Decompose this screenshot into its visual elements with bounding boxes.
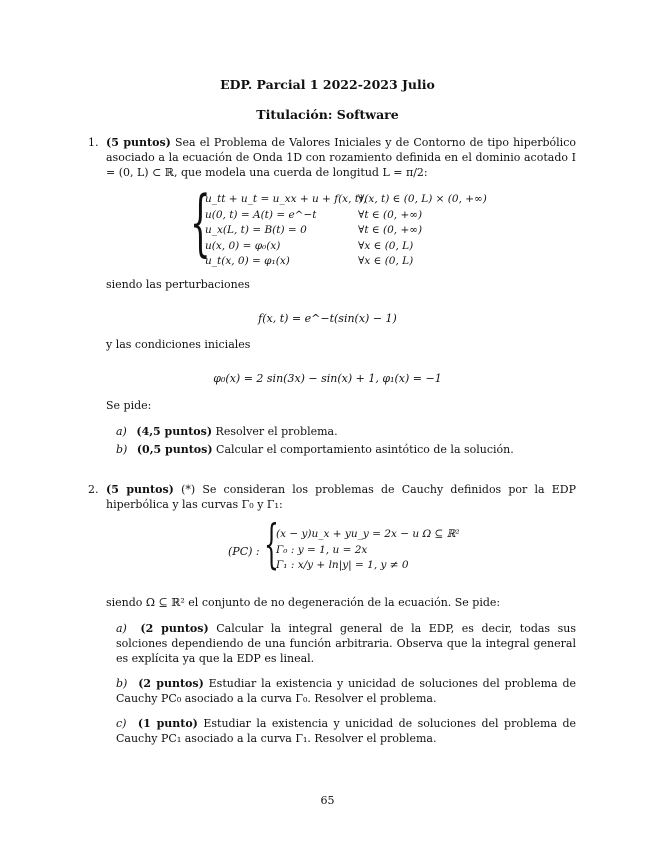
system-1	[205, 192, 505, 270]
item-label: b)	[116, 443, 128, 456]
system-1-cond: ∀x ∈ (0, L)	[358, 239, 414, 252]
system-1-eq: u_x(L, t) = B(t) = 0	[205, 224, 307, 236]
item-label: a)	[116, 425, 127, 438]
problem-2-item-a	[116, 621, 576, 666]
problem-1-points: (5 puntos)	[106, 136, 171, 149]
item-label: c)	[116, 717, 127, 730]
page-title: EDP. Parcial 1 2022-2023 Julio	[220, 77, 435, 92]
f-equation: f(x, t) = e^−t(sin(x) − 1)	[258, 312, 397, 325]
problem-2-text: (*) Se consideran los problemas de Cauchy definidos por la EDP hiperbólica y las curvas Γ₀ y Γ₁:	[106, 483, 576, 511]
omega-text: siendo Ω ⊆ ℝ² el conjunto de no degeneración de la ecuación. Se pide:	[106, 596, 501, 609]
system-1-row	[205, 254, 505, 270]
perturbations-label: siendo las perturbaciones	[106, 278, 250, 291]
system-1-row	[205, 208, 505, 224]
item-points: (0,5 puntos)	[136, 443, 213, 456]
item-points: (2 puntos)	[138, 677, 204, 690]
problem-2-item-c	[116, 716, 576, 746]
system-1-brace: {	[190, 180, 211, 264]
item-text: Calcular el comportamiento asintótico de la solución.	[216, 443, 514, 456]
problem-1-item-b	[116, 442, 514, 457]
item-text: Estudiar la existencia y unicidad de soluciones del problema de Cauchy PC₀ asociado a la curva Γ₀. Resolver el problema.	[116, 677, 576, 705]
item-points: (1 punto)	[137, 717, 198, 730]
problem-1-statement	[106, 135, 576, 180]
system-2-row: Γ₁ : x/y + ln|y| = 1, y ≠ 0	[276, 559, 409, 571]
item-label: b)	[116, 677, 128, 690]
system-1-eq: u_t(x, 0) = φ₁(x)	[205, 255, 290, 267]
problem-2-number: 2.	[88, 483, 99, 496]
system-2-brace: {	[264, 515, 279, 575]
problem-1-ask: Se pide:	[106, 399, 152, 412]
item-points: (4,5 puntos)	[136, 425, 213, 438]
problem-2-statement	[106, 482, 576, 512]
page-subtitle: Titulación: Software	[256, 107, 399, 122]
item-points: (2 puntos)	[140, 622, 209, 635]
system-1-row	[205, 223, 505, 239]
system-1-cond: ∀x ∈ (0, L)	[358, 255, 414, 267]
item-text: Resolver el problema.	[215, 425, 338, 438]
system-1-eq: u(0, t) = A(t) = e^−t	[205, 208, 317, 221]
problem-1-number: 1.	[88, 136, 99, 149]
problem-1-text: Sea el Problema de Valores Iniciales y de Contorno de tipo hiperbólico asociado a la ecuación de Onda 1D con rozamiento definida en el dominio acotado I = (0, L) ⊂ ℝ, que modela una cuerda de longitud L = π/2:	[106, 136, 576, 179]
system-2-row: Γ₀ : y = 1, u = 2x	[276, 543, 368, 556]
initial-conditions-equation: φ₀(x) = 2 sin(3x) − sin(x) + 1, φ₁(x) = −1	[213, 372, 442, 385]
problem-2-item-b	[116, 676, 576, 706]
item-text: Calcular la integral general de la EDP, es decir, todas sus solciones dependiendo de una función arbitraria. Observa que la integral general es explícita ya que la EDP es lineal.	[116, 622, 577, 665]
system-1-eq: u_tt + u_t = u_xx + u + f(x, t),	[205, 193, 367, 205]
system-1-cond: ∀(x, t) ∈ (0, L) × (0, +∞)	[358, 193, 487, 205]
problem-2-points: (5 puntos)	[106, 483, 174, 496]
system-1-row	[205, 192, 505, 208]
system-1-cond: ∀t ∈ (0, +∞)	[358, 208, 423, 221]
system-1-cond: ∀t ∈ (0, +∞)	[358, 224, 423, 236]
item-text: Estudiar la existencia y unicidad de soluciones del problema de Cauchy PC₁ asociado a la curva Γ₁. Resolver el problema.	[116, 717, 577, 745]
page-number: 65	[320, 794, 335, 807]
initial-conditions-label: y las condiciones iniciales	[106, 338, 251, 351]
pc-label: (PC) :	[228, 545, 260, 558]
item-label: a)	[116, 622, 127, 635]
system-2	[276, 527, 516, 574]
system-2-row: (x − y)u_x + yu_y = 2x − u Ω ⊆ ℝ²	[276, 528, 460, 540]
system-1-eq: u(x, 0) = φ₀(x)	[205, 239, 281, 252]
system-1-row	[205, 239, 505, 255]
problem-1-item-a	[116, 424, 338, 439]
